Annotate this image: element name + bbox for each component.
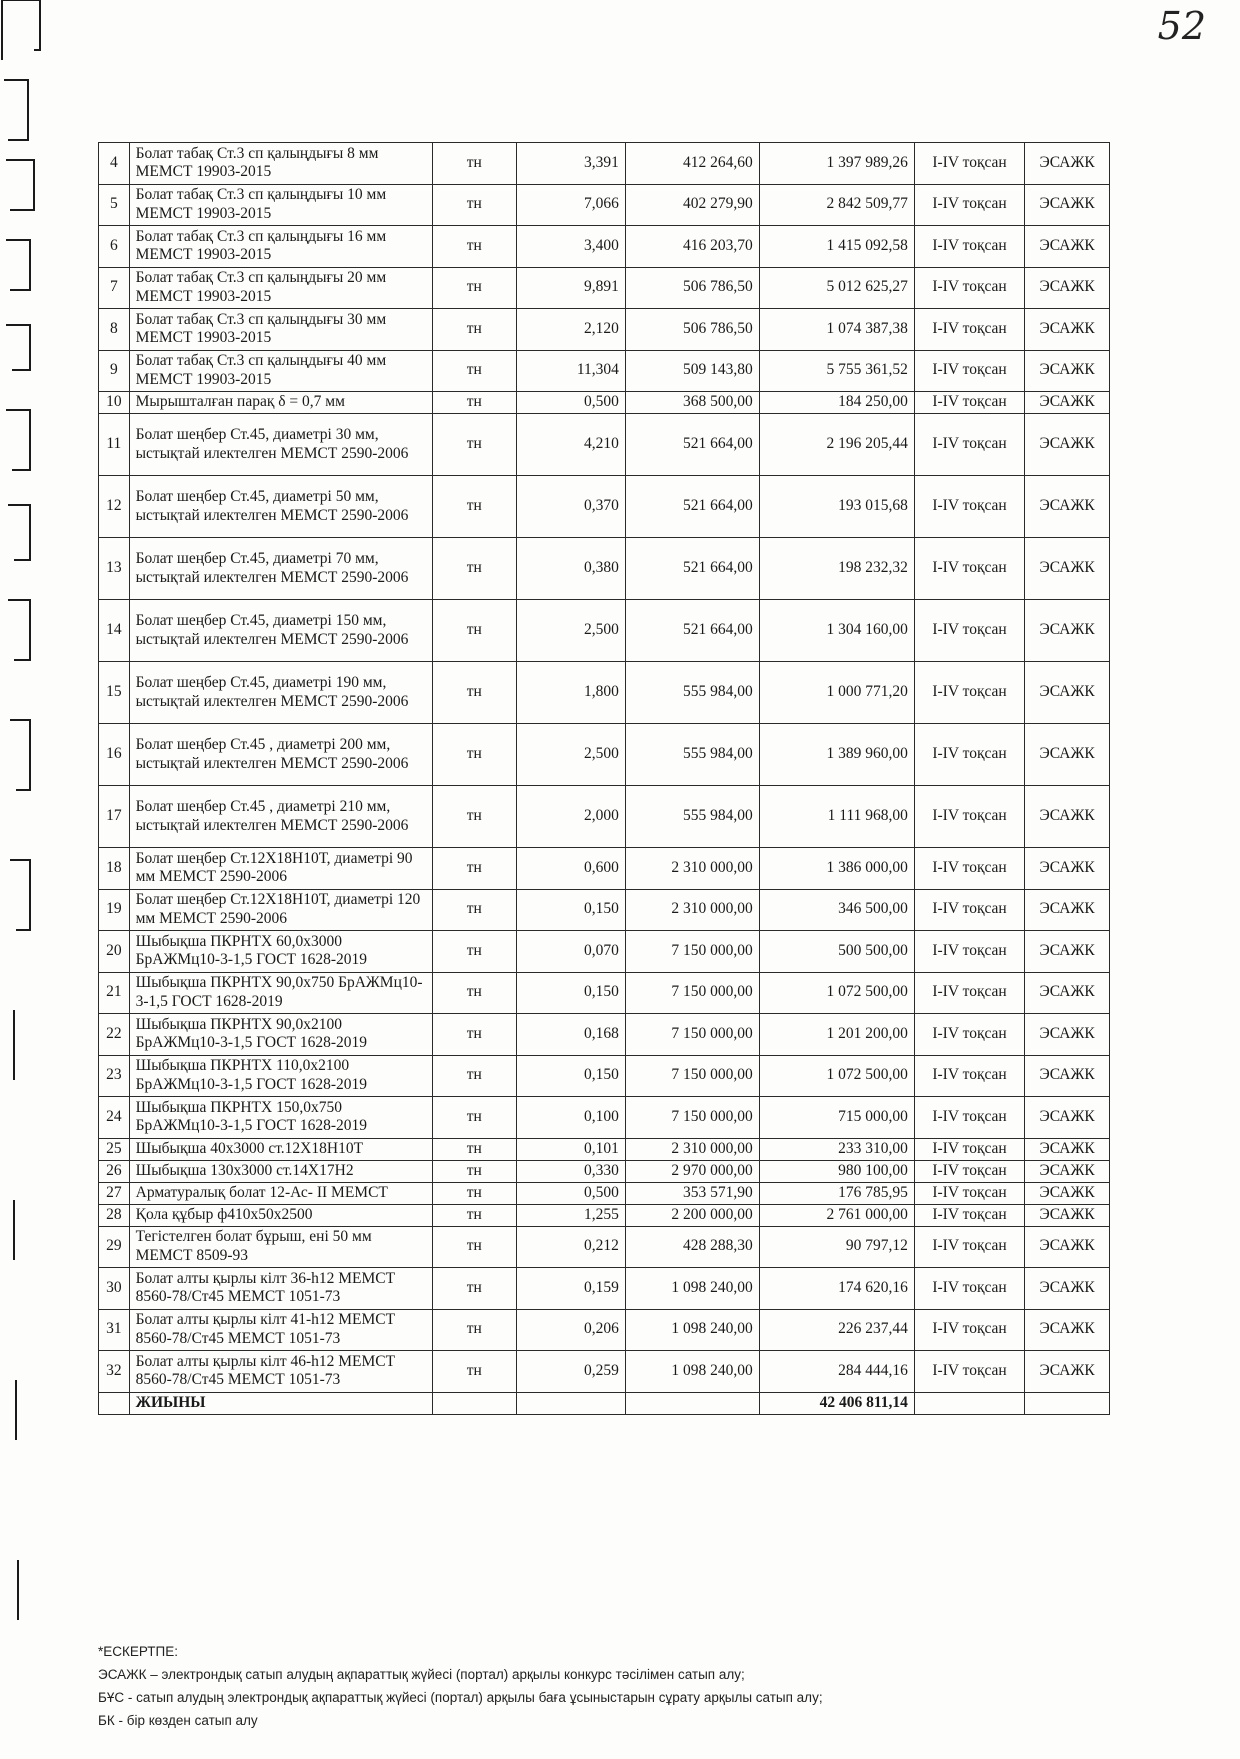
table-row: [99, 1226, 1110, 1268]
item-method: ЭСАЖК: [1025, 1226, 1110, 1268]
item-price: 506 786,50: [625, 267, 759, 309]
item-unit: тн: [432, 309, 516, 351]
item-name: Шыбықша ПКРНТХ 150,0х750 БрАЖМц10-3-1,5 ГОСТ 1628-2019: [129, 1097, 432, 1139]
item-sum: 2 842 509,77: [759, 184, 914, 226]
item-sum: 980 100,00: [759, 1160, 914, 1182]
item-name: Болат алты қырлы кілт 36-h12 МЕМСТ 8560-78/Ст45 МЕМСТ 1051-73: [129, 1268, 432, 1310]
item-number: 32: [99, 1351, 130, 1393]
item-unit: тн: [432, 1182, 516, 1204]
item-unit: тн: [432, 1204, 516, 1226]
notes-heading: *ЕСКЕРТПЕ:: [98, 1644, 178, 1659]
total-empty: [625, 1392, 759, 1414]
table-row: [99, 476, 1110, 538]
item-method: ЭСАЖК: [1025, 392, 1110, 414]
item-period: I-IV тоқсан: [914, 226, 1024, 268]
item-unit: тн: [432, 972, 516, 1014]
item-quantity: 0,159: [516, 1268, 625, 1310]
item-name: Болат табақ Ст.3 сп қалыңдығы 8 мм МЕМСТ 19903-2015: [129, 143, 432, 185]
table-row: [99, 392, 1110, 414]
item-method: ЭСАЖК: [1025, 848, 1110, 890]
item-period: I-IV тоқсан: [914, 350, 1024, 392]
item-method: ЭСАЖК: [1025, 1055, 1110, 1097]
item-number: 6: [99, 226, 130, 268]
item-price: 555 984,00: [625, 662, 759, 724]
item-method: ЭСАЖК: [1025, 476, 1110, 538]
item-price: 2 200 000,00: [625, 1204, 759, 1226]
item-unit: тн: [432, 538, 516, 600]
item-price: 509 143,80: [625, 350, 759, 392]
item-quantity: 1,255: [516, 1204, 625, 1226]
item-number: 24: [99, 1097, 130, 1139]
total-sum: 42 406 811,14: [759, 1392, 914, 1414]
item-period: I-IV тоқсан: [914, 1226, 1024, 1268]
item-quantity: 0,150: [516, 1055, 625, 1097]
item-number: 27: [99, 1182, 130, 1204]
item-period: I-IV тоқсан: [914, 662, 1024, 724]
item-period: I-IV тоқсан: [914, 184, 1024, 226]
item-name: Шыбықша 130х3000 ст.14Х17Н2: [129, 1160, 432, 1182]
total-row: [99, 1392, 1110, 1414]
item-sum: 5 755 361,52: [759, 350, 914, 392]
item-price: 2 310 000,00: [625, 889, 759, 931]
total-empty: [1025, 1392, 1110, 1414]
notes-line-bus: БҰС - сатып алудың электрондық ақпараттық жүйесі (портал) арқылы баға ұсыныстарын сұрату арқылы сатып алу;: [98, 1690, 823, 1705]
table-row: [99, 786, 1110, 848]
item-quantity: 0,212: [516, 1226, 625, 1268]
item-unit: тн: [432, 724, 516, 786]
item-name: Болат шеңбер Ст.45, диаметрі 70 мм, ыстықтай илектелген МЕМСТ 2590-2006: [129, 538, 432, 600]
table-row: [99, 600, 1110, 662]
item-number: 9: [99, 350, 130, 392]
table-row: [99, 662, 1110, 724]
item-number: 7: [99, 267, 130, 309]
item-sum: 1 304 160,00: [759, 600, 914, 662]
item-method: ЭСАЖК: [1025, 1160, 1110, 1182]
item-unit: тн: [432, 600, 516, 662]
item-unit: тн: [432, 786, 516, 848]
item-period: I-IV тоқсан: [914, 931, 1024, 973]
item-sum: 90 797,12: [759, 1226, 914, 1268]
item-method: ЭСАЖК: [1025, 184, 1110, 226]
page-number: 52: [1157, 4, 1206, 48]
table-row: [99, 414, 1110, 476]
item-price: 7 150 000,00: [625, 1014, 759, 1056]
item-name: Болат алты қырлы кілт 46-h12 МЕМСТ 8560-78/Ст45 МЕМСТ 1051-73: [129, 1351, 432, 1393]
item-name: Болат алты қырлы кілт 41-h12 МЕМСТ 8560-78/Ст45 МЕМСТ 1051-73: [129, 1309, 432, 1351]
item-period: I-IV тоқсан: [914, 1160, 1024, 1182]
item-unit: тн: [432, 1055, 516, 1097]
item-unit: тн: [432, 931, 516, 973]
item-name: Болат шеңбер Ст.12Х18Н10Т, диаметрі 120 мм МЕМСТ 2590-2006: [129, 889, 432, 931]
item-price: 7 150 000,00: [625, 972, 759, 1014]
item-method: ЭСАЖК: [1025, 1268, 1110, 1310]
item-number: 22: [99, 1014, 130, 1056]
table-row: [99, 538, 1110, 600]
item-unit: тн: [432, 1268, 516, 1310]
item-name: Болат шеңбер Ст.45, диаметрі 150 мм, ыстықтай илектелген МЕМСТ 2590-2006: [129, 600, 432, 662]
item-price: 506 786,50: [625, 309, 759, 351]
table-row: [99, 889, 1110, 931]
item-sum: 1 389 960,00: [759, 724, 914, 786]
item-number: 19: [99, 889, 130, 931]
table-row: [99, 1097, 1110, 1139]
notes-section: [98, 1640, 823, 1732]
item-quantity: 0,259: [516, 1351, 625, 1393]
item-period: I-IV тоқсан: [914, 267, 1024, 309]
item-number: 28: [99, 1204, 130, 1226]
item-quantity: 3,400: [516, 226, 625, 268]
item-quantity: 0,500: [516, 1182, 625, 1204]
item-method: ЭСАЖК: [1025, 889, 1110, 931]
item-method: ЭСАЖК: [1025, 1182, 1110, 1204]
item-method: ЭСАЖК: [1025, 972, 1110, 1014]
item-quantity: 0,330: [516, 1160, 625, 1182]
item-sum: 174 620,16: [759, 1268, 914, 1310]
notes-line-bk: БК - бір көзден сатып алу: [98, 1713, 258, 1728]
item-number: 17: [99, 786, 130, 848]
item-number: 12: [99, 476, 130, 538]
table-row: [99, 226, 1110, 268]
item-number: 18: [99, 848, 130, 890]
item-quantity: 0,500: [516, 392, 625, 414]
item-period: I-IV тоқсан: [914, 1268, 1024, 1310]
item-period: I-IV тоқсан: [914, 309, 1024, 351]
item-sum: 193 015,68: [759, 476, 914, 538]
table-row: [99, 1268, 1110, 1310]
item-sum: 1 072 500,00: [759, 972, 914, 1014]
item-sum: 1 111 968,00: [759, 786, 914, 848]
item-period: I-IV тоқсан: [914, 600, 1024, 662]
table-body: [99, 143, 1110, 1415]
item-unit: тн: [432, 184, 516, 226]
item-unit: тн: [432, 476, 516, 538]
item-period: I-IV тоқсан: [914, 414, 1024, 476]
item-unit: тн: [432, 350, 516, 392]
table-row: [99, 1014, 1110, 1056]
procurement-table: [98, 142, 1110, 1415]
item-quantity: 0,168: [516, 1014, 625, 1056]
item-method: ЭСАЖК: [1025, 226, 1110, 268]
item-sum: 233 310,00: [759, 1138, 914, 1160]
item-price: 521 664,00: [625, 476, 759, 538]
item-number: 15: [99, 662, 130, 724]
item-method: ЭСАЖК: [1025, 1138, 1110, 1160]
table-row: [99, 972, 1110, 1014]
item-price: 1 098 240,00: [625, 1268, 759, 1310]
item-name: Болат шеңбер Ст.45, диаметрі 190 мм, ыстықтай илектелген МЕМСТ 2590-2006: [129, 662, 432, 724]
item-name: Болат табақ Ст.3 сп қалыңдығы 10 мм МЕМСТ 19903-2015: [129, 184, 432, 226]
item-name: Болат табақ Ст.3 сп қалыңдығы 16 мм МЕМСТ 19903-2015: [129, 226, 432, 268]
item-quantity: 3,391: [516, 143, 625, 185]
item-name: Арматуралық болат 12-Ас- II МЕМСТ: [129, 1182, 432, 1204]
table-row: [99, 267, 1110, 309]
item-number: 26: [99, 1160, 130, 1182]
table-row: [99, 1204, 1110, 1226]
item-method: ЭСАЖК: [1025, 143, 1110, 185]
item-period: I-IV тоқсан: [914, 724, 1024, 786]
total-empty: [99, 1392, 130, 1414]
item-price: 428 288,30: [625, 1226, 759, 1268]
item-sum: 1 074 387,38: [759, 309, 914, 351]
item-name: Болат шеңбер Ст.45, диаметрі 30 мм, ыстықтай илектелген МЕМСТ 2590-2006: [129, 414, 432, 476]
item-period: I-IV тоқсан: [914, 972, 1024, 1014]
item-price: 353 571,90: [625, 1182, 759, 1204]
item-quantity: 2,500: [516, 600, 625, 662]
item-period: I-IV тоқсан: [914, 1309, 1024, 1351]
item-sum: 184 250,00: [759, 392, 914, 414]
item-quantity: 0,150: [516, 889, 625, 931]
item-sum: 284 444,16: [759, 1351, 914, 1393]
item-unit: тн: [432, 1309, 516, 1351]
item-sum: 1 000 771,20: [759, 662, 914, 724]
total-empty: [516, 1392, 625, 1414]
item-period: I-IV тоқсан: [914, 1097, 1024, 1139]
item-price: 1 098 240,00: [625, 1309, 759, 1351]
binder-holes: [0, 0, 48, 1754]
item-method: ЭСАЖК: [1025, 1309, 1110, 1351]
item-number: 10: [99, 392, 130, 414]
table-row: [99, 724, 1110, 786]
item-name: Шыбықша ПКРНТХ 110,0х2100 БрАЖМц10-3-1,5 ГОСТ 1628-2019: [129, 1055, 432, 1097]
item-quantity: 11,304: [516, 350, 625, 392]
item-quantity: 0,370: [516, 476, 625, 538]
item-sum: 5 012 625,27: [759, 267, 914, 309]
item-sum: 500 500,00: [759, 931, 914, 973]
item-price: 7 150 000,00: [625, 931, 759, 973]
table-row: [99, 1160, 1110, 1182]
item-price: 521 664,00: [625, 414, 759, 476]
item-unit: тн: [432, 1097, 516, 1139]
item-unit: тн: [432, 392, 516, 414]
item-sum: 346 500,00: [759, 889, 914, 931]
item-name: Қола құбыр ф410х50х2500: [129, 1204, 432, 1226]
item-quantity: 7,066: [516, 184, 625, 226]
item-number: 5: [99, 184, 130, 226]
item-quantity: 0,100: [516, 1097, 625, 1139]
item-number: 31: [99, 1309, 130, 1351]
item-number: 13: [99, 538, 130, 600]
item-sum: 176 785,95: [759, 1182, 914, 1204]
item-method: ЭСАЖК: [1025, 1097, 1110, 1139]
item-sum: 2 761 000,00: [759, 1204, 914, 1226]
item-period: I-IV тоқсан: [914, 476, 1024, 538]
item-name: Шыбықша ПКРНТХ 60,0х3000 БрАЖМц10-3-1,5 ГОСТ 1628-2019: [129, 931, 432, 973]
item-sum: 1 397 989,26: [759, 143, 914, 185]
item-price: 521 664,00: [625, 600, 759, 662]
item-sum: 1 386 000,00: [759, 848, 914, 890]
item-number: 20: [99, 931, 130, 973]
item-quantity: 1,800: [516, 662, 625, 724]
item-sum: 1 201 200,00: [759, 1014, 914, 1056]
item-method: ЭСАЖК: [1025, 414, 1110, 476]
item-period: I-IV тоқсан: [914, 1204, 1024, 1226]
item-price: 1 098 240,00: [625, 1351, 759, 1393]
item-name: Болат шеңбер Ст.12Х18Н10Т, диаметрі 90 мм МЕМСТ 2590-2006: [129, 848, 432, 890]
table-row: [99, 1351, 1110, 1393]
item-sum: 1 072 500,00: [759, 1055, 914, 1097]
total-empty: [432, 1392, 516, 1414]
item-sum: 1 415 092,58: [759, 226, 914, 268]
total-label: ЖИЫНЫ: [129, 1392, 432, 1414]
item-name: Тегістелген болат бұрыш, ені 50 мм МЕМСТ 8509-93: [129, 1226, 432, 1268]
item-name: Мырышталған парақ δ = 0,7 мм: [129, 392, 432, 414]
item-unit: тн: [432, 1226, 516, 1268]
item-price: 555 984,00: [625, 724, 759, 786]
item-method: ЭСАЖК: [1025, 538, 1110, 600]
item-unit: тн: [432, 143, 516, 185]
item-method: ЭСАЖК: [1025, 931, 1110, 973]
table-row: [99, 309, 1110, 351]
item-number: 25: [99, 1138, 130, 1160]
item-period: I-IV тоқсан: [914, 1182, 1024, 1204]
item-method: ЭСАЖК: [1025, 350, 1110, 392]
item-period: I-IV тоқсан: [914, 786, 1024, 848]
item-method: ЭСАЖК: [1025, 1351, 1110, 1393]
item-price: 368 500,00: [625, 392, 759, 414]
item-number: 8: [99, 309, 130, 351]
item-unit: тн: [432, 1160, 516, 1182]
item-name: Шыбықша 40х3000 ст.12Х18Н10Т: [129, 1138, 432, 1160]
table-row: [99, 1182, 1110, 1204]
item-name: Болат табақ Ст.3 сп қалыңдығы 40 мм МЕМСТ 19903-2015: [129, 350, 432, 392]
table-row: [99, 1055, 1110, 1097]
item-name: Болат шеңбер Ст.45, диаметрі 50 мм, ыстықтай илектелген МЕМСТ 2590-2006: [129, 476, 432, 538]
item-sum: 2 196 205,44: [759, 414, 914, 476]
item-number: 23: [99, 1055, 130, 1097]
total-empty: [914, 1392, 1024, 1414]
item-quantity: 9,891: [516, 267, 625, 309]
table-row: [99, 1138, 1110, 1160]
item-price: 416 203,70: [625, 226, 759, 268]
item-sum: 715 000,00: [759, 1097, 914, 1139]
item-quantity: 0,070: [516, 931, 625, 973]
item-sum: 198 232,32: [759, 538, 914, 600]
item-number: 30: [99, 1268, 130, 1310]
item-unit: тн: [432, 1014, 516, 1056]
item-number: 16: [99, 724, 130, 786]
item-price: 7 150 000,00: [625, 1055, 759, 1097]
item-quantity: 2,000: [516, 786, 625, 848]
item-quantity: 2,500: [516, 724, 625, 786]
item-unit: тн: [432, 1138, 516, 1160]
item-period: I-IV тоқсан: [914, 538, 1024, 600]
item-method: ЭСАЖК: [1025, 662, 1110, 724]
table-row: [99, 931, 1110, 973]
item-unit: тн: [432, 889, 516, 931]
notes-line-esazhk: ЭСАЖК – электрондық сатып алудың ақпараттық жүйесі (портал) арқылы конкурс тәсілімен сатып алу;: [98, 1667, 745, 1682]
item-method: ЭСАЖК: [1025, 600, 1110, 662]
item-method: ЭСАЖК: [1025, 786, 1110, 848]
item-method: ЭСАЖК: [1025, 267, 1110, 309]
item-price: 412 264,60: [625, 143, 759, 185]
item-quantity: 0,206: [516, 1309, 625, 1351]
item-price: 402 279,90: [625, 184, 759, 226]
item-quantity: 0,600: [516, 848, 625, 890]
item-price: 2 310 000,00: [625, 1138, 759, 1160]
table-row: [99, 143, 1110, 185]
item-unit: тн: [432, 226, 516, 268]
item-number: 11: [99, 414, 130, 476]
item-price: 7 150 000,00: [625, 1097, 759, 1139]
item-number: 4: [99, 143, 130, 185]
item-method: ЭСАЖК: [1025, 1204, 1110, 1226]
item-period: I-IV тоқсан: [914, 848, 1024, 890]
item-quantity: 4,210: [516, 414, 625, 476]
table-row: [99, 350, 1110, 392]
item-name: Болат табақ Ст.3 сп қалыңдығы 30 мм МЕМСТ 19903-2015: [129, 309, 432, 351]
item-unit: тн: [432, 414, 516, 476]
item-unit: тн: [432, 1351, 516, 1393]
item-period: I-IV тоқсан: [914, 1138, 1024, 1160]
item-unit: тн: [432, 662, 516, 724]
item-price: 555 984,00: [625, 786, 759, 848]
item-name: Болат шеңбер Ст.45 , диаметрі 200 мм, ыстықтай илектелген МЕМСТ 2590-2006: [129, 724, 432, 786]
item-name: Шыбықша ПКРНТХ 90,0х750 БрАЖМц10-3-1,5 ГОСТ 1628-2019: [129, 972, 432, 1014]
item-name: Болат шеңбер Ст.45 , диаметрі 210 мм, ыстықтай илектелген МЕМСТ 2590-2006: [129, 786, 432, 848]
table-row: [99, 184, 1110, 226]
table-row: [99, 1309, 1110, 1351]
item-price: 521 664,00: [625, 538, 759, 600]
item-price: 2 310 000,00: [625, 848, 759, 890]
item-method: ЭСАЖК: [1025, 1014, 1110, 1056]
item-number: 29: [99, 1226, 130, 1268]
item-unit: тн: [432, 848, 516, 890]
item-unit: тн: [432, 267, 516, 309]
item-period: I-IV тоқсан: [914, 392, 1024, 414]
item-method: ЭСАЖК: [1025, 309, 1110, 351]
table-row: [99, 848, 1110, 890]
item-period: I-IV тоқсан: [914, 1014, 1024, 1056]
item-number: 14: [99, 600, 130, 662]
item-number: 21: [99, 972, 130, 1014]
item-period: I-IV тоқсан: [914, 143, 1024, 185]
item-quantity: 0,380: [516, 538, 625, 600]
item-name: Болат табақ Ст.3 сп қалыңдығы 20 мм МЕМСТ 19903-2015: [129, 267, 432, 309]
item-method: ЭСАЖК: [1025, 724, 1110, 786]
item-quantity: 0,101: [516, 1138, 625, 1160]
item-quantity: 0,150: [516, 972, 625, 1014]
item-name: Шыбықша ПКРНТХ 90,0х2100 БрАЖМц10-3-1,5 ГОСТ 1628-2019: [129, 1014, 432, 1056]
item-period: I-IV тоқсан: [914, 1055, 1024, 1097]
item-price: 2 970 000,00: [625, 1160, 759, 1182]
item-period: I-IV тоқсан: [914, 889, 1024, 931]
item-sum: 226 237,44: [759, 1309, 914, 1351]
item-quantity: 2,120: [516, 309, 625, 351]
item-period: I-IV тоқсан: [914, 1351, 1024, 1393]
